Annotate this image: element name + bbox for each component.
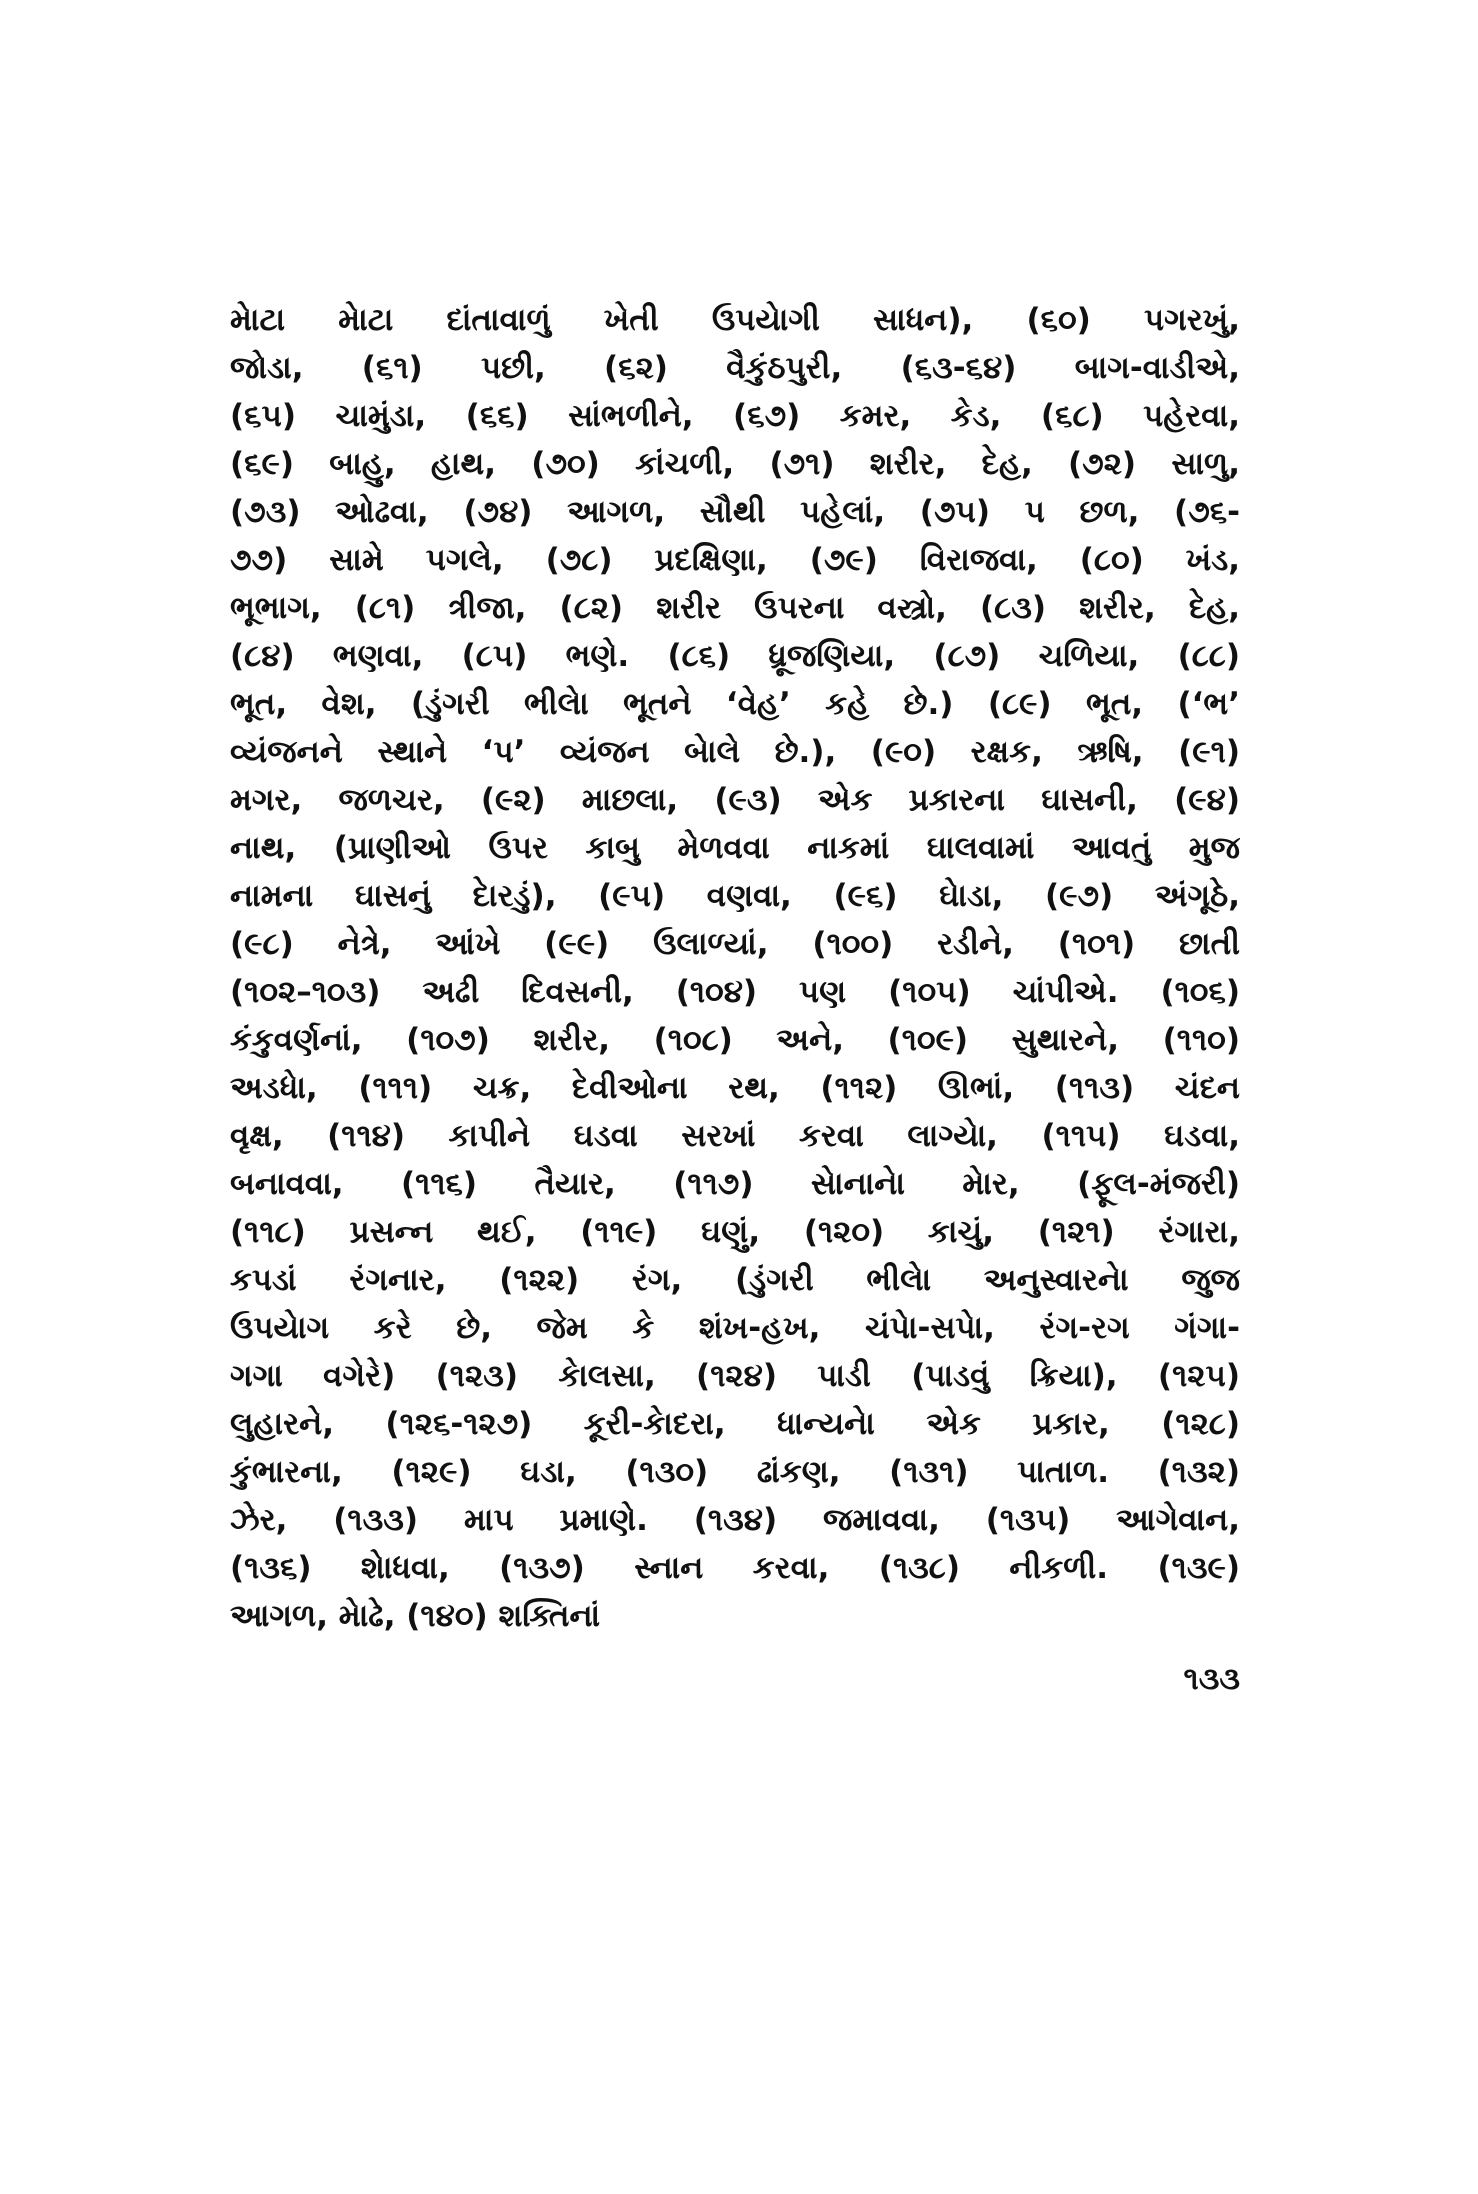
text-line: ભૂભાગ, (૮૧) ત્રીજા, (૮૨) શરીર ઉપરના વસ્ત્રો, (૮૩) શરીર, દેહ, — [230, 590, 1240, 626]
text-line: (૧૧૮) પ્રસન્ન થઈ, (૧૧૯) ઘણું, (૧૨૦) કાચું, (૧૨૧) રંગારા, — [230, 1214, 1240, 1250]
text-line: લુહારને, (૧૨૬-૧૨૭) કૂરી-કેાદરા, ધાન્યનેા એક પ્રકાર, (૧૨૮) — [230, 1406, 1240, 1442]
text-line: ગગા વગેરે) (૧૨૩) કેાલસા, (૧૨૪) પાડી (પાડવું ક્રિયા), (૧૨૫) — [230, 1358, 1240, 1394]
page-number: ૧૩૩ — [1183, 1661, 1240, 1697]
text-line: વૃક્ષ, (૧૧૪) કાપીને ઘડવા સરખાં કરવા લાગ્યેા, (૧૧૫) ઘડવા, — [230, 1118, 1240, 1154]
glossary-text-block — [230, 296, 1240, 1640]
text-line: વ્યંજનને સ્થાને ‘પ’ વ્યંજન બેાલે છે.), (૯૦) રક્ષક, ઋષિ, (૯૧) — [230, 734, 1240, 770]
text-line: જોડા, (૬૧) પછી, (૬૨) વૈકુંઠપુરી, (૬૩-૬૪) બાગ-વાડીએ, — [230, 350, 1240, 386]
text-line: (૧૩૬) શેાધવા, (૧૩૭) સ્નાન કરવા, (૧૩૮) નીકળી. (૧૩૯) — [230, 1550, 1240, 1586]
text-line: મેાટા મેાટા દાંતાવાળું ખેતી ઉપયેાગી સાધન), (૬૦) પગરખું, — [230, 302, 1240, 338]
text-line: ઝેર, (૧૩૩) માપ પ્રમાણે. (૧૩૪) જમાવવા, (૧૩૫) આગેવાન, — [230, 1502, 1240, 1538]
text-line: કપડાં રંગનાર, (૧૨૨) રંગ, (ડુંગરી ભીલેા અનુસ્વારનેા જુજ — [230, 1262, 1240, 1298]
text-line: અડધેા, (૧૧૧) ચક્ર, દેવીઓના રથ, (૧૧૨) ઊભાં, (૧૧૩) ચંદન — [230, 1070, 1240, 1106]
text-line: (૭૩) ઓઢવા, (૭૪) આગળ, સૌથી પહેલાં, (૭૫) પ છળ, (૭૬- — [230, 494, 1240, 530]
text-line: મગર, જળચર, (૯૨) માછલા, (૯૩) એક પ્રકારના ઘાસની, (૯૪) — [230, 782, 1240, 818]
text-line: (૮૪) ભણવા, (૮૫) ભણે. (૮૬) ધ્રૂજણિયા, (૮૭) ચળિયા, (૮૮) — [230, 638, 1240, 674]
text-line: નામના ઘાસનું દેારડું), (૯૫) વણવા, (૯૬) ઘેાડા, (૯૭) અંગૂઠે, — [230, 878, 1240, 914]
text-line: કુંભારના, (૧૨૯) ઘડા, (૧૩૦) ઢાંકણ, (૧૩૧) પાતાળ. (૧૩૨) — [230, 1454, 1240, 1490]
text-line: નાથ, (પ્રાણીઓ ઉપર કાબુ મેળવવા નાકમાં ઘાલવામાં આવતું મુજ — [230, 830, 1240, 866]
text-line: (૧૦૨–૧૦૩) અઢી દિવસની, (૧૦૪) પણ (૧૦૫) ચાંપીએ. (૧૦૬) — [230, 974, 1240, 1010]
text-line: ઉપયેાગ કરે છે, જેમ કે શંખ-હખ, ચંપેા-સપેા, રંગ-રગ ગંગા- — [230, 1310, 1240, 1346]
text-line: (૬૯) બાહુ, હાથ, (૭૦) કાંચળી, (૭૧) શરીર, દેહ, (૭૨) સાળુ, — [230, 446, 1240, 482]
text-line: ભૂત, વેશ, (ડુંગરી ભીલેા ભૂતને ‘વેહ’ કહે છે.) (૮૯) ભૂત, (‘ભ’ — [230, 686, 1240, 722]
text-line: ૭૭) સામે પગલે, (૭૮) પ્રદક્ષિણા, (૭૯) વિરાજવા, (૮૦) ખંડ, — [230, 542, 1240, 578]
text-line: કંકુવર્ણનાં, (૧૦૭) શરીર, (૧૦૮) અને, (૧૦૯) સુથારને, (૧૧૦) — [230, 1022, 1240, 1058]
text-line: (૬૫) ચામુંડા, (૬૬) સાંભળીને, (૬૭) કમર, કેડ, (૬૮) પહેરવા, — [230, 398, 1240, 434]
text-line: આગળ, મેાઢે, (૧૪૦) શક્તિનાં — [230, 1598, 601, 1634]
text-line: (૯૮) નેત્રે, આંખે (૯૯) ઉલાળ્યાં, (૧૦૦) રડીને, (૧૦૧) છાતી — [230, 926, 1240, 962]
text-line: બનાવવા, (૧૧૬) તૈયાર, (૧૧૭) સેાનાનેા મેાર, (ફૂલ-મંજરી) — [230, 1166, 1240, 1202]
